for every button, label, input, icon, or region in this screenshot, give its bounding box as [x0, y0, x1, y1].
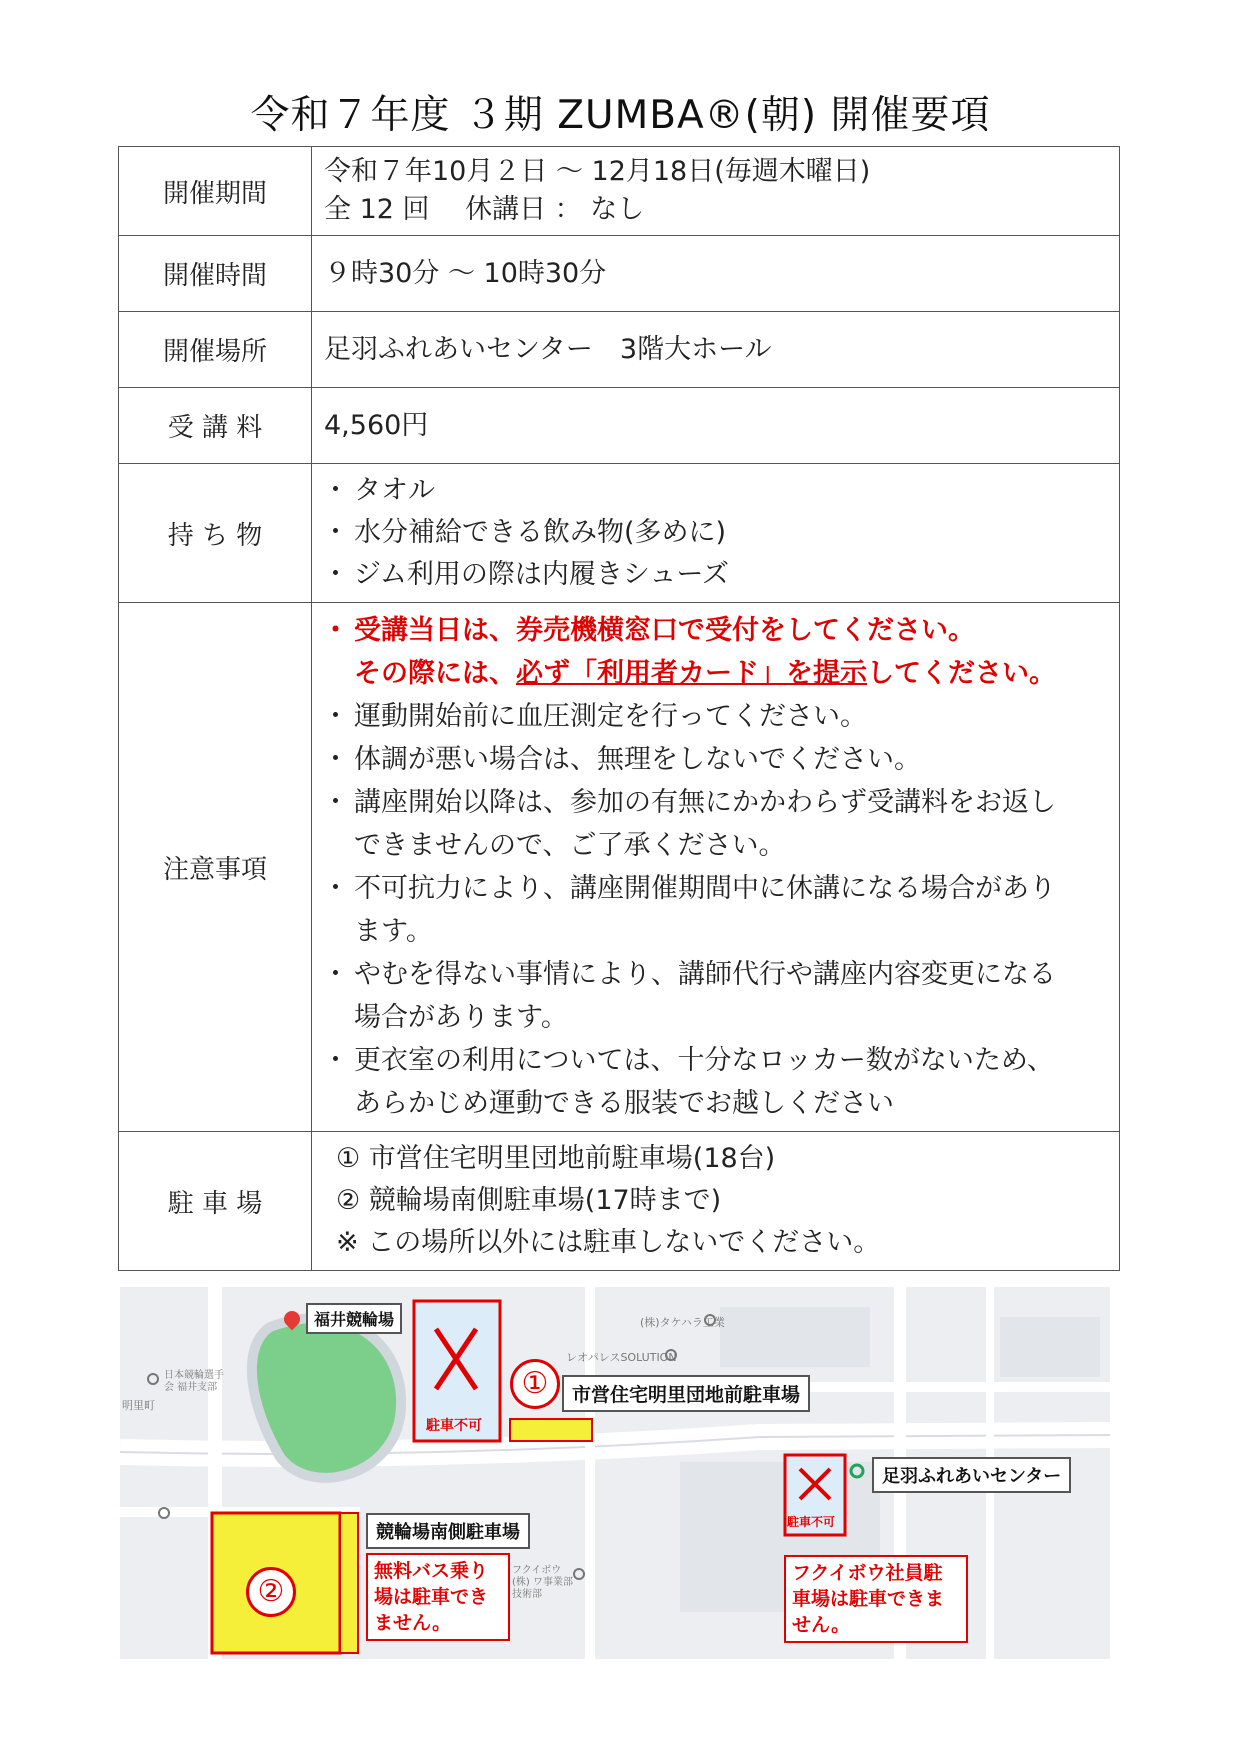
note-item: ・ 講座開始以降は、参加の有無にかかわらず受講料をお返し — [324, 781, 1105, 824]
note-item-cont: ます。 — [354, 916, 433, 947]
period-dates: 令和７年10月２日 ～ 12月18日(毎週木曜日) — [324, 156, 871, 187]
note-item: ・ 運動開始前に血圧測定を行ってください。 — [324, 695, 1105, 738]
label-parking: 駐 車 場 — [119, 1132, 312, 1271]
lot1-number: ① — [510, 1359, 560, 1409]
parking-lot-1: ① 市営住宅明里団地前駐車場(18台) — [336, 1143, 776, 1174]
note-item: ・ 不可抗力により、講座開催期間中に休講になる場合があり — [324, 867, 1105, 910]
lot2-label: 競輪場南側駐車場 — [366, 1513, 530, 1549]
note-item: ・ やむを得ない事情により、講師代行や講座内容変更になる — [324, 953, 1105, 996]
row-notes — [119, 603, 1120, 1132]
parking-lot-2: ② 競輪場南側駐車場(17時まで) — [336, 1185, 722, 1216]
time-value: ９時30分 ～ 10時30分 — [312, 236, 1120, 312]
note-item-cont: できませんので、ご了承ください。 — [354, 830, 786, 861]
bus-notice: 無料バス乗り場は駐車できません。 — [366, 1553, 510, 1641]
keirin-label: 福井競輪場 — [306, 1303, 402, 1334]
label-notes: 注意事項 — [119, 603, 312, 1132]
row-time — [119, 236, 1120, 312]
row-period — [119, 147, 1120, 236]
notice-reception: ・ 受講当日は、券売機横窓口で受付をしてください。 — [324, 609, 1105, 652]
label-period: 開催期間 — [119, 147, 312, 236]
list-item: ・ タオル — [324, 470, 1105, 512]
row-fee — [119, 388, 1120, 464]
period-count: 全 12 回 休講日 ： なし — [324, 194, 645, 225]
fukuibo-label: フクイボウ(株) ワ事業部技術部 — [512, 1565, 573, 1600]
parking-note: ※ この場所以外には駐車しないでください。 — [336, 1227, 881, 1258]
place-value: 足羽ふれあいセンター 3階大ホール — [312, 312, 1120, 388]
list-item: ・ 水分補給できる飲み物(多めに) — [324, 512, 1105, 554]
label-items: 持 ち 物 — [119, 464, 312, 603]
note-item: ・ 体調が悪い場合は、無理をしないでください。 — [324, 738, 1105, 781]
lot2-number: ② — [246, 1567, 296, 1617]
page-title: 令和７年度 ３期 ZUMBA®(朝) 開催要項 — [250, 93, 991, 138]
assoc-label: 日本競輪選手会 福井支部 — [164, 1370, 224, 1393]
fee-value: 4,560円 — [312, 388, 1120, 464]
lot1-label: 市営住宅明里団地前駐車場 — [562, 1375, 810, 1412]
fukuibo-notice: フクイボウ社員駐車場は駐車できません。 — [784, 1555, 968, 1643]
notice-card-emphasis: 必ず「利用者カード」を提示 — [516, 658, 867, 689]
label-place: 開催場所 — [119, 312, 312, 388]
town-label: 明里町 — [122, 1399, 155, 1412]
row-parking — [119, 1132, 1120, 1271]
center-label: 足羽ふれあいセンター — [872, 1457, 1071, 1493]
notice-card: その際には、必ず「利用者カード」を提示してください。 — [354, 658, 1056, 689]
solution-label: レオパレスSOLUTION — [566, 1351, 677, 1364]
parking-map — [120, 1287, 1110, 1659]
row-place — [119, 312, 1120, 388]
row-items — [119, 464, 1120, 603]
list-item: ・ ジム利用の際は内履きシューズ — [324, 554, 1105, 596]
company-label: (株)タケハラ工業 — [640, 1316, 725, 1329]
no-parking-label-lot1: 駐車不可 — [426, 1418, 482, 1434]
note-item: ・ 更衣室の利用については、十分なロッカー数がないため、 — [324, 1039, 1105, 1082]
note-item-cont: 場合があります。 — [354, 1002, 568, 1033]
label-fee: 受 講 料 — [119, 388, 312, 464]
note-item-cont: あらかじめ運動できる服装でお越しください — [354, 1088, 894, 1119]
no-parking-label-center: 駐車不可 — [787, 1515, 836, 1529]
info-table — [118, 146, 1120, 1271]
label-time: 開催時間 — [119, 236, 312, 312]
